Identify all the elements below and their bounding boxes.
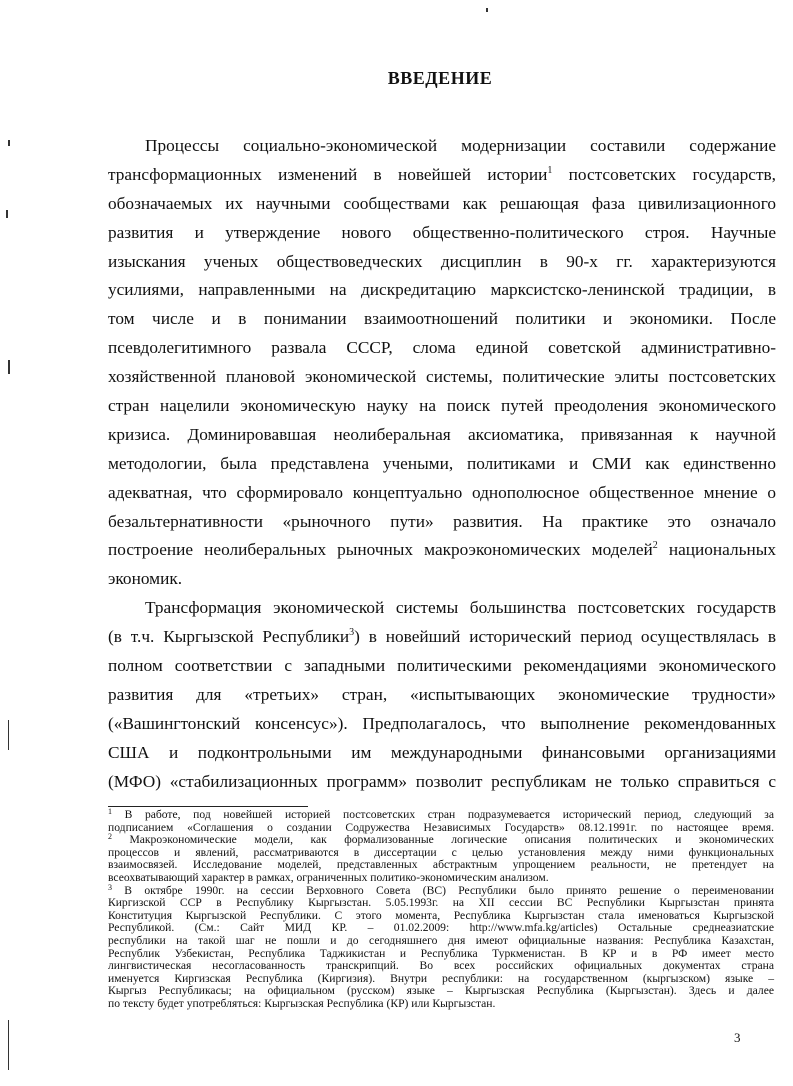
- text-segment: том числе и в понимании взаимоотношений политики и экономики. После: [108, 309, 776, 329]
- text-line: [108, 450, 776, 479]
- text-segment: США и подконтрольными им международными финансовыми организациями: [108, 742, 776, 762]
- text-segment: полном соответствии с западными политическими рекомендациями экономического: [108, 656, 776, 676]
- text-segment: постсоветских государств,: [552, 164, 776, 184]
- text-line: [108, 739, 776, 768]
- text-line: [108, 248, 776, 277]
- text-segment: процессов и явлений, рассматриваются в диссертации с целью установления между ними функциональных: [108, 845, 774, 859]
- text-line: [108, 392, 776, 421]
- text-segment: изыскания ученых обществоведческих дисциплин в 90-х гг. характеризуются: [108, 251, 776, 271]
- scan-speck: [8, 360, 10, 374]
- text-segment: кризиса. Доминировавшая неолиберальная аксиоматика, привязанная к научной: [108, 424, 776, 444]
- text-line: [108, 565, 776, 594]
- text-line: [108, 508, 776, 537]
- text-segment: Республикой. (См.: Сайт МИД КР. – 01.02.2009: http://www.mfa.kg/articles) Остальные среднеазиатские: [108, 921, 774, 935]
- text-segment: обозначаемых их научными сообществами как решающая фаза цивилизационного: [108, 193, 776, 213]
- text-segment: методологии, была представлена учеными, политиками и СМИ как единственно: [108, 453, 776, 473]
- text-segment: псевдолегитимного развала СССР, слома единой советской административно-: [108, 338, 776, 358]
- text-segment: (МФО) «стабилизационных программ» позволит республикам не только справиться с: [108, 771, 776, 791]
- text-segment: Киргизской ССР в Республику Кыргызстан. 5.05.1993г. на XII сессии ВС Республики Кыргызстан принята: [108, 896, 774, 910]
- scan-speck: [6, 210, 8, 218]
- text-segment: взаимосвязей. Исследование моделей, представленных абстрактным упрощением реальности, не претендует на: [108, 858, 774, 872]
- text-segment: («Вашингтонский консенсус»). Предполагалось, что выполнение рекомендованных: [108, 713, 776, 733]
- page-number: 3: [734, 1030, 741, 1045]
- text-line: [108, 161, 776, 190]
- text-line: [108, 219, 776, 248]
- text-segment: трансформационных изменений в новейшей истории: [108, 164, 548, 184]
- body-text: [108, 132, 776, 796]
- text-segment: по тексту будет употребляться: Кыргызская Республика (КР) или Кыргызстан.: [108, 996, 496, 1010]
- footnote-line: [108, 998, 774, 1011]
- text-segment: экономик.: [108, 569, 183, 589]
- text-segment: именуется Киргизская Республика (Киргизия). Внутри республики: на государственном (кыргызском) языке –: [108, 971, 774, 985]
- footnote-marker: 3: [108, 882, 112, 892]
- text-segment: ) в новейший исторический период осуществлялась в: [354, 627, 776, 647]
- text-line: [108, 652, 776, 681]
- text-line: [108, 132, 776, 161]
- text-line: [108, 536, 776, 565]
- footnote-marker: 1: [547, 164, 553, 176]
- text-line: [108, 681, 776, 710]
- text-line: [108, 363, 776, 392]
- text-segment: подписанием «Соглашения о создании Содружества Независимых Государств» 08.12.1991г. по настоящее время.: [108, 820, 774, 834]
- text-line: [108, 305, 776, 334]
- text-segment: Макроэкономические модели, как формализованные логические описания политических и экономических: [112, 833, 774, 847]
- text-segment: всеохватывающий характер в рамках, ограниченных политико-экономическим анализом.: [108, 870, 549, 884]
- text-segment: Кыргыз Республикасы; на официальном (русском) языке – Кыргызская Республика (Кыргызстан). Здесь и далее: [108, 984, 774, 998]
- footnote-marker: 2: [108, 832, 112, 842]
- text-line: [108, 421, 776, 450]
- text-line: [108, 623, 776, 652]
- footnote-marker: 2: [652, 540, 658, 552]
- scan-speck: [486, 8, 488, 12]
- scan-speck: [8, 1020, 9, 1070]
- text-line: [108, 594, 776, 623]
- footnote-marker: 3: [349, 627, 355, 639]
- footnote-marker: 1: [108, 807, 112, 816]
- text-line: [108, 710, 776, 739]
- text-segment: В работе, под новейшей историей постсоветских стран подразумевается исторический период, следующий за: [112, 808, 774, 821]
- text-segment: В октябре 1990г. на сессии Верховного Совета (ВС) Республики было принято решение о переименовании: [112, 883, 774, 897]
- footnote-divider: [108, 806, 308, 807]
- text-segment: Республик Узбекистан, Республика Таджикистан и Республика Туркменистан. В КР и в РФ имеет место: [108, 946, 774, 960]
- footnotes: [108, 809, 774, 1011]
- text-segment: национальных: [657, 540, 776, 560]
- text-segment: построение неолиберальных рыночных макроэкономических моделей: [108, 540, 653, 560]
- text-line: [108, 190, 776, 219]
- text-segment: республики на такой шаг не пошли и до сегодняшнего дня имеют официальные названия: Республика Казахстан,: [108, 933, 774, 947]
- text-segment: Процессы социально-экономической модернизации составили содержание: [145, 136, 776, 155]
- text-segment: Конституция Кыргызской Республики. С этого момента, Республика Кыргызстан стала именоваться Кыргызской: [108, 908, 774, 922]
- text-line: [108, 276, 776, 305]
- text-segment: развития для «третьих» стран, «испытывающих экономические трудности»: [108, 684, 776, 704]
- text-line: [108, 768, 776, 797]
- text-segment: хозяйственной плановой экономической системы, политические элиты постсоветских: [108, 367, 776, 387]
- scan-speck: [8, 720, 9, 750]
- text-line: [108, 479, 776, 508]
- page-title: ВВЕДЕНИЕ: [387, 68, 493, 88]
- scan-speck: [8, 140, 10, 146]
- text-segment: усилиями, направленными на дискредитацию марксистско-ленинской традиции, в: [108, 280, 776, 300]
- text-segment: Трансформация экономической системы большинства постсоветских государств: [145, 598, 776, 618]
- text-line: [108, 334, 776, 363]
- text-segment: лингвистическая несогласованность транскрипций. Во всех российских официальных документах страна: [108, 959, 774, 973]
- text-segment: развития и утверждение нового общественно-политического строя. Научные: [108, 222, 776, 242]
- text-segment: адекватная, что сформировало концептуально однополюсное общественное мнение о: [108, 482, 776, 502]
- text-segment: (в т.ч. Кыргызской Республики: [108, 627, 350, 647]
- text-segment: стран нацелили экономическую науку на поиск путей преодоления экономического: [108, 396, 776, 416]
- text-segment: безальтернативности «рыночного пути» развития. На практике это означало: [108, 511, 776, 531]
